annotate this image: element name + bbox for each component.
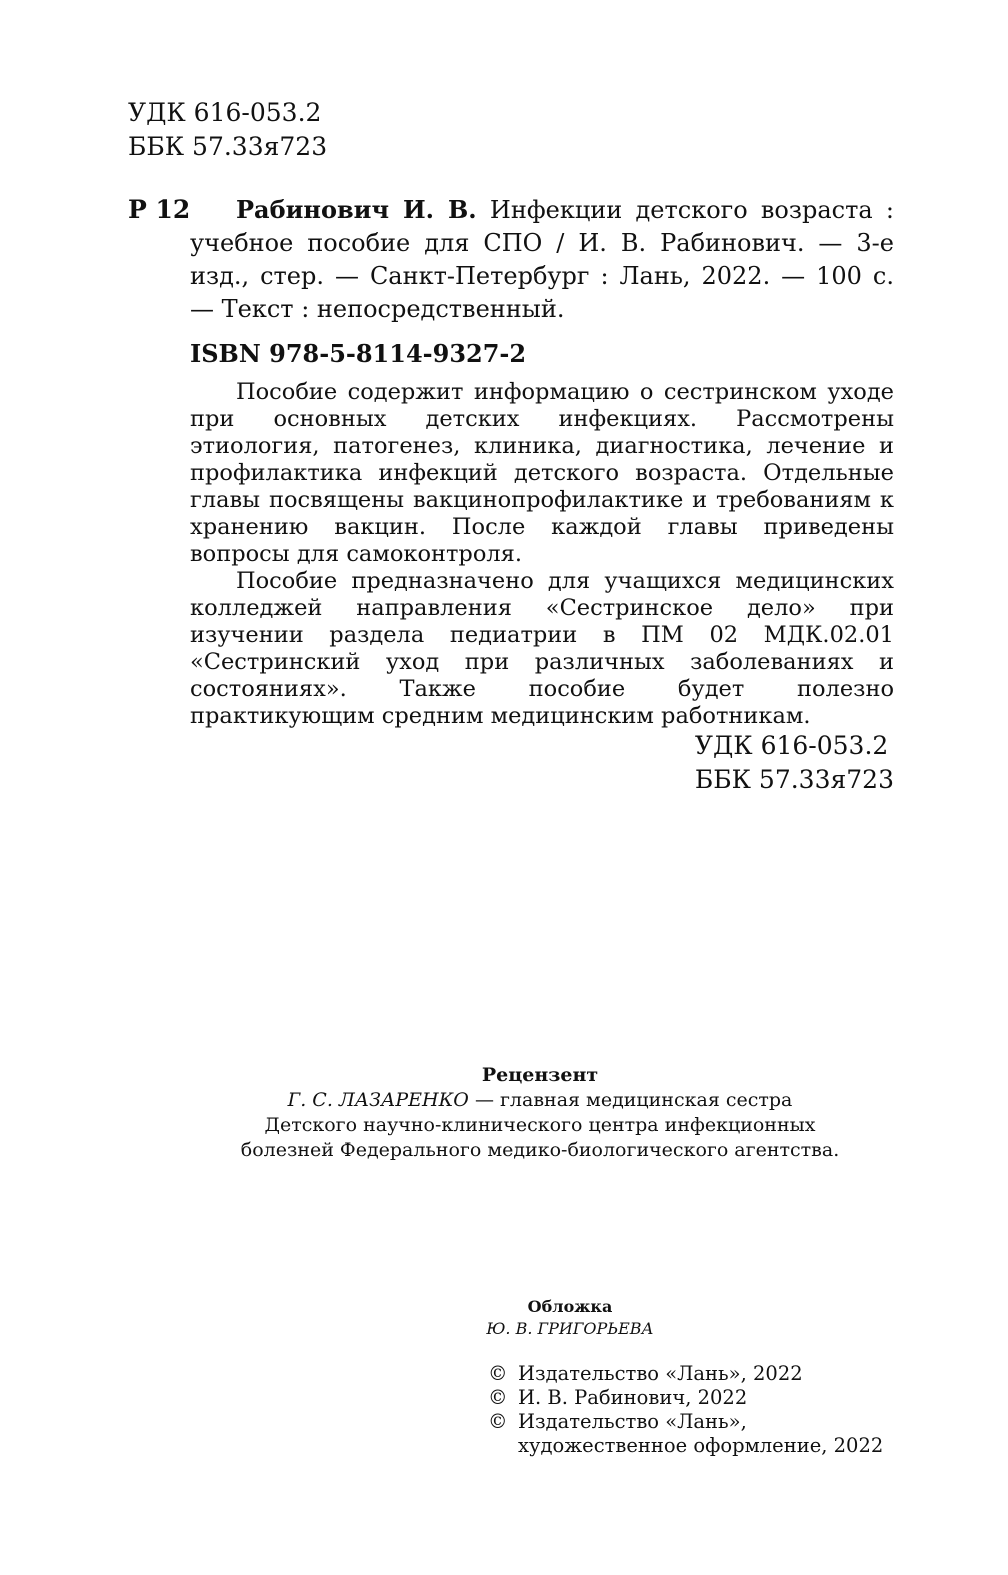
copyright-text: Издательство «Лань», 2022 <box>518 1362 803 1385</box>
reviewer-line: Детского научно-клинического центра инфекционных <box>264 1114 816 1136</box>
udk-code: УДК 616-053.2 <box>694 731 889 760</box>
abstract-paragraph: Пособие содержит информацию о сестринском уходе при основных детских инфекциях. Рассмотрены этиология, патогенез, клиника, диагностика, лечение и профилактика инфекций детского возраста. Отдельные главы посвящены вакцинопрофилактике и требованиям к хранению вакцин. После каждой главы приведены вопросы для самоконтроля. <box>190 379 894 567</box>
copyright-line <box>488 1434 883 1458</box>
isbn: ISBN 978-5-8114-9327-2 <box>190 339 527 368</box>
author-code: Р 12 <box>128 195 191 224</box>
book-description: Инфекции детского возраста : учебное пособие для СПО / И. В. Рабинович. — 3-е изд., стер. — Санкт-Петербург : Лань, 2022. — 100 с. — Текст : непосредственный. <box>190 196 895 323</box>
abstract-paragraph: Пособие предназначено для учащихся медицинских колледжей направления «Сестринское дело» при изучении раздела педиатрии в ПМ 02 МДК.02.01 «Сестринский уход при различных заболеваниях и состояниях». Также пособие будет полезно практикующим средним медицинским работникам. <box>190 568 894 729</box>
bibliographic-description <box>190 193 894 326</box>
cover-designer-name: Ю. В. ГРИГОРЬЕВА <box>486 1319 654 1338</box>
copyright-line <box>488 1410 883 1434</box>
reviewer-role: — главная медицинская сестра <box>474 1089 793 1111</box>
reviewer-heading: Рецензент <box>481 1064 599 1086</box>
copyright-line <box>488 1362 883 1386</box>
bibliographic-entry <box>128 193 894 730</box>
copyright-block <box>488 1362 883 1458</box>
classification-bottom <box>695 729 894 797</box>
udk-code: УДК 616-053.2 <box>128 98 322 127</box>
copyright-icon: © <box>488 1362 508 1385</box>
reviewer-line: болезней Федерального медико-биологического агентства. <box>240 1139 840 1161</box>
copyright-text: И. В. Рабинович, 2022 <box>518 1386 748 1409</box>
author-name: Рабинович И. В. <box>236 195 477 224</box>
bbk-code: ББК 57.33я723 <box>694 765 894 794</box>
cover-credit <box>380 1296 760 1340</box>
bbk-code: ББК 57.33я723 <box>128 132 328 161</box>
reviewer-name: Г. С. ЛАЗАРЕНКО <box>287 1089 469 1111</box>
reviewer-block <box>190 1063 890 1163</box>
copyright-text: Издательство «Лань», <box>518 1410 747 1433</box>
abstract <box>190 379 894 730</box>
cover-heading: Обложка <box>527 1297 613 1316</box>
copyright-icon: © <box>488 1386 508 1409</box>
copyright-spacer <box>488 1434 518 1458</box>
copyright-text: художественное оформление, 2022 <box>518 1434 884 1457</box>
copyright-line <box>488 1386 883 1410</box>
classification-top <box>128 96 327 164</box>
reviewer-line <box>190 1088 890 1113</box>
copyright-icon: © <box>488 1410 508 1433</box>
